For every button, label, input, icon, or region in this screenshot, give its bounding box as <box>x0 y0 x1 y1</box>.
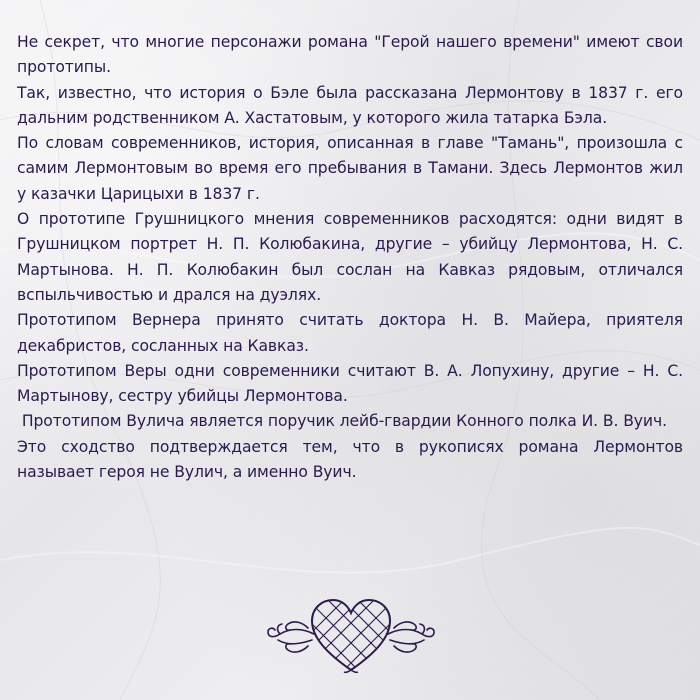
paragraph-bela: Так, известно, что история о Бэле была рассказана Лермонтову в 1837 г. его дальним родственником А. Хастатовым, у которого жила татарка Бэла. <box>17 83 683 127</box>
paragraph-taman: По словам современников, история, описанная в главе "Тамань", произошла с самим Лермонтовым во время его пребывания в Тамани. Здесь Лермонтов жил у казачки Царицыхи в 1837 г. <box>17 134 683 203</box>
paragraph-vera: Прототипом Веры одни современники считают В. А. Лопухину, другие – Н. С. Мартынову, сестру убийцы Лермонтова. <box>17 361 683 406</box>
paragraph-manuscript: Это сходство подтверждается тем, что в рукописях романа Лермонтов называет героя не Вулич, а именно Вуич. <box>17 437 683 482</box>
paragraph-grushnitsky: О прототипе Грушницкого мнения современников расходятся: одни видят в Грушницком портрет Н. П. Колюбакина, другие – убийцу Лермонтова, Н. С. Мартынова. Н. П. Колюбакин был сослан на Кавказ рядовым, отличался вспыльчивостью и дрался на дуэлях. <box>17 210 683 304</box>
paragraph-werner: Прототипом Вернера принято считать доктора Н. В. Майера, приятеля декабристов, сосланных на Кавказ. <box>17 311 683 355</box>
heart-lattice-flourish-icon <box>262 594 440 674</box>
paragraph-intro: Не секрет, что многие персонажи романа "Герой нашего времени" имеют свои прототипы. <box>17 33 683 77</box>
paragraph-vulich: Прототипом Вулича является поручик лейб-гвардии Конного полка И. В. Вуич. <box>17 412 667 431</box>
article-text <box>17 30 683 485</box>
